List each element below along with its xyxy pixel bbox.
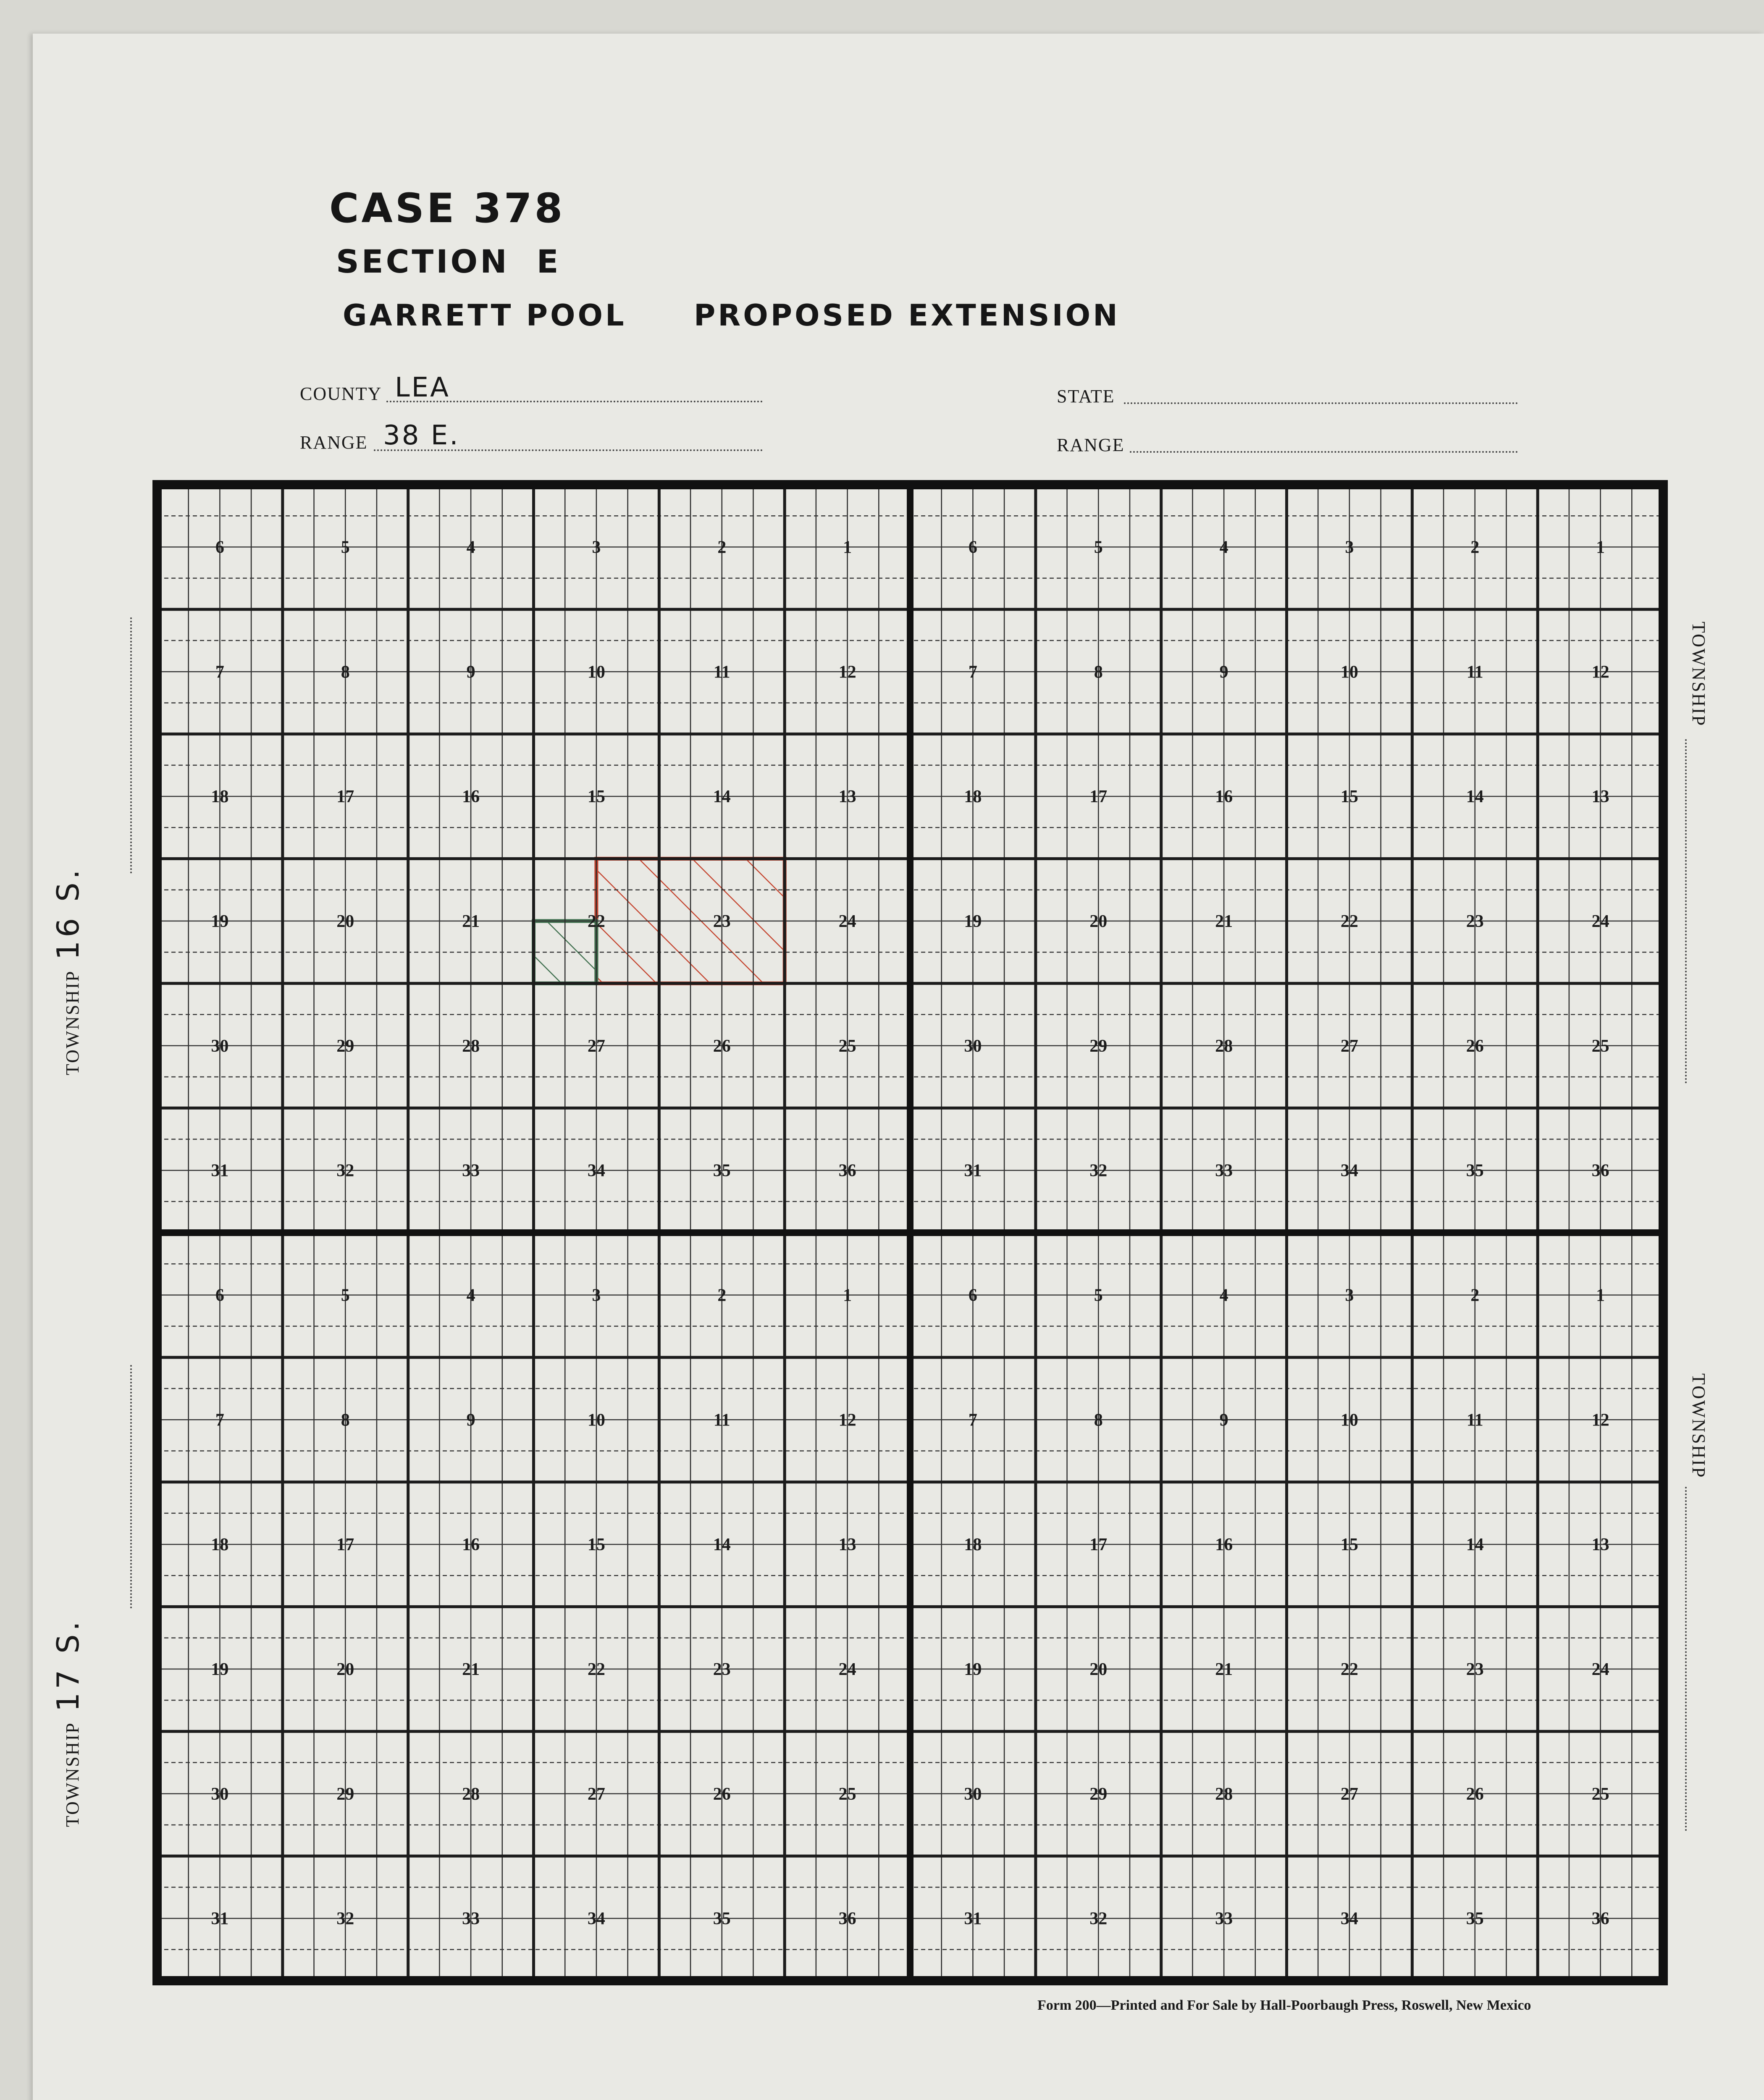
section-number: 36 — [1591, 1161, 1609, 1181]
section-number: 2 — [1470, 538, 1480, 557]
section-number: 20 — [336, 911, 354, 931]
section-number: 22 — [1340, 911, 1358, 931]
section-number: 35 — [713, 1161, 731, 1181]
township-value: 16 S. — [50, 866, 86, 960]
section-number: 27 — [1340, 1784, 1358, 1804]
section-number: 19 — [211, 911, 229, 931]
section-number: 26 — [1466, 1784, 1484, 1804]
section-number: 28 — [462, 1036, 480, 1056]
section-number: 25 — [1591, 1784, 1609, 1804]
township-label-right-bottom — [1688, 1373, 1709, 1479]
proposed-extension: PROPOSED EXTENSION — [694, 298, 1120, 333]
section-number: 7 — [215, 662, 224, 682]
section-number: 6 — [215, 538, 224, 557]
section-number: 33 — [462, 1909, 480, 1929]
section-number: 35 — [1466, 1909, 1484, 1929]
section-number: 19 — [964, 911, 982, 931]
section-number: 9 — [1219, 662, 1228, 682]
section-number: 5 — [341, 1286, 350, 1305]
section-number: 16 — [462, 1535, 480, 1555]
section-number: 11 — [713, 1410, 730, 1430]
section-number: 25 — [1591, 1036, 1609, 1056]
section-number: 22 — [587, 911, 605, 931]
section-number: 13 — [838, 787, 856, 807]
section-number: 2 — [717, 1286, 727, 1305]
township-value: 17 S. — [50, 1618, 86, 1712]
section-number: 20 — [1089, 1659, 1108, 1679]
section-number: 34 — [587, 1909, 605, 1929]
section-number: 11 — [1466, 1410, 1483, 1430]
section-number: 22 — [1340, 1659, 1358, 1679]
township-right-top-rule — [1685, 739, 1687, 1084]
range-line-right — [1130, 451, 1518, 453]
section-number: 22 — [587, 1659, 605, 1679]
section-number: 16 — [462, 787, 480, 807]
township-word: TOWNSHIP — [62, 1722, 83, 1827]
township-word: TOWNSHIP — [1688, 622, 1709, 727]
section-number: 5 — [1094, 1286, 1103, 1305]
section-number: 4 — [1219, 538, 1228, 557]
pool-name: GARRETT POOL — [343, 298, 627, 333]
section-number: 10 — [587, 1410, 605, 1430]
range-value-left: 38 E. — [383, 420, 460, 451]
township-word: TOWNSHIP — [62, 970, 83, 1075]
section-number: 30 — [211, 1036, 229, 1056]
section-number: 34 — [1340, 1161, 1358, 1181]
section-number: 3 — [592, 1286, 601, 1305]
state-label: STATE — [1057, 386, 1115, 407]
section-number: 4 — [1219, 1286, 1228, 1305]
section-number: 25 — [838, 1784, 856, 1804]
section-number: 19 — [964, 1659, 982, 1679]
section-number: 17 — [1089, 1535, 1108, 1555]
section-number: 30 — [964, 1036, 982, 1056]
section-number: 29 — [336, 1784, 354, 1804]
section-number: 14 — [713, 1535, 731, 1555]
range-label-left: RANGE — [300, 432, 368, 453]
section-number: 29 — [1089, 1784, 1108, 1804]
section-number: 28 — [1215, 1036, 1233, 1056]
section-number: 14 — [713, 787, 731, 807]
section-number: 13 — [1591, 787, 1609, 807]
section-number: 6 — [968, 538, 977, 557]
section-number: 17 — [336, 787, 354, 807]
county-label: COUNTY — [300, 383, 382, 404]
section-title: SECTION E — [336, 243, 561, 280]
section-number: 10 — [1340, 662, 1358, 682]
section-number: 7 — [968, 662, 977, 682]
section-number: 32 — [336, 1909, 354, 1929]
section-number: 20 — [336, 1659, 354, 1679]
section-number: 14 — [1466, 1535, 1484, 1555]
section-number: 33 — [462, 1161, 480, 1181]
section-number: 18 — [964, 1535, 982, 1555]
section-number: 15 — [1340, 787, 1358, 807]
section-number: 11 — [713, 662, 730, 682]
section-number: 25 — [838, 1036, 856, 1056]
section-number: 4 — [466, 538, 475, 557]
township-plat-grid — [151, 479, 1669, 1987]
section-number: 8 — [1094, 1410, 1103, 1430]
section-number: 29 — [1089, 1036, 1108, 1056]
section-number: 28 — [462, 1784, 480, 1804]
section-number: 2 — [1470, 1286, 1480, 1305]
section-number: 7 — [215, 1410, 224, 1430]
section-number: 12 — [1591, 662, 1609, 682]
township-16s-rule — [130, 617, 132, 874]
section-number: 7 — [968, 1410, 977, 1430]
section-number: 18 — [211, 1535, 229, 1555]
section-number: 27 — [587, 1784, 605, 1804]
section-number: 23 — [713, 1659, 731, 1679]
section-number: 30 — [964, 1784, 982, 1804]
section-number: 24 — [838, 911, 856, 931]
section-number: 24 — [1591, 1659, 1609, 1679]
section-number: 32 — [1089, 1909, 1108, 1929]
section-number: 27 — [1340, 1036, 1358, 1056]
section-number: 31 — [211, 1161, 229, 1181]
section-number: 30 — [211, 1784, 229, 1804]
section-number: 32 — [336, 1161, 354, 1181]
section-number: 12 — [1591, 1410, 1609, 1430]
section-number: 12 — [838, 1410, 856, 1430]
section-number: 15 — [587, 1535, 605, 1555]
section-number: 3 — [592, 538, 601, 557]
section-number: 19 — [211, 1659, 229, 1679]
section-number: 5 — [1094, 538, 1103, 557]
section-number: 35 — [1466, 1161, 1484, 1181]
section-number: 8 — [341, 662, 350, 682]
section-number: 6 — [215, 1286, 224, 1305]
section-number: 32 — [1089, 1161, 1108, 1181]
section-number: 18 — [211, 787, 229, 807]
section-number: 4 — [466, 1286, 475, 1305]
section-number: 24 — [838, 1659, 856, 1679]
section-number: 10 — [587, 662, 605, 682]
section-number: 10 — [1340, 1410, 1358, 1430]
section-number: 28 — [1215, 1784, 1233, 1804]
section-number: 13 — [838, 1535, 856, 1555]
section-number: 21 — [1215, 911, 1233, 931]
section-number: 3 — [1345, 538, 1354, 557]
section-number: 2 — [717, 538, 727, 557]
section-number: 5 — [341, 538, 350, 557]
section-number: 21 — [1215, 1659, 1233, 1679]
section-number: 33 — [1215, 1161, 1233, 1181]
case-title: CASE 378 — [329, 185, 565, 232]
state-line — [1124, 402, 1518, 404]
section-number: 20 — [1089, 911, 1108, 931]
section-number: 15 — [1340, 1535, 1358, 1555]
section-number: 1 — [843, 1286, 852, 1305]
section-number: 8 — [341, 1410, 350, 1430]
section-number: 3 — [1345, 1286, 1354, 1305]
section-number: 26 — [1466, 1036, 1484, 1056]
section-number: 1 — [1596, 538, 1605, 557]
section-number: 23 — [713, 911, 731, 931]
section-number: 33 — [1215, 1909, 1233, 1929]
section-number: 17 — [1089, 787, 1108, 807]
township-right-bottom-rule — [1685, 1487, 1687, 1831]
township-17s-rule — [130, 1365, 132, 1609]
section-number: 29 — [336, 1036, 354, 1056]
county-value: LEA — [395, 372, 450, 403]
section-number: 23 — [1466, 1659, 1484, 1679]
section-number: 21 — [462, 911, 480, 931]
section-number: 36 — [838, 1909, 856, 1929]
section-number: 17 — [336, 1535, 354, 1555]
section-number: 31 — [211, 1909, 229, 1929]
township-label-right-top — [1688, 622, 1709, 727]
section-number: 26 — [713, 1036, 731, 1056]
township-lines-layer — [157, 485, 1663, 1981]
section-number: 31 — [964, 1161, 982, 1181]
section-number: 1 — [1596, 1286, 1605, 1305]
section-number: 8 — [1094, 662, 1103, 682]
section-number: 6 — [968, 1286, 977, 1305]
section-number: 18 — [964, 787, 982, 807]
section-number: 9 — [1219, 1410, 1228, 1430]
section-number: 36 — [838, 1161, 856, 1181]
section-number: 34 — [1340, 1909, 1358, 1929]
section-number: 26 — [713, 1784, 731, 1804]
section-number: 21 — [462, 1659, 480, 1679]
section-number: 16 — [1215, 1535, 1233, 1555]
range-label-right: RANGE — [1057, 435, 1125, 455]
section-number: 31 — [964, 1909, 982, 1929]
township-label-16s — [50, 823, 97, 1075]
section-number: 9 — [466, 1410, 475, 1430]
section-number: 36 — [1591, 1909, 1609, 1929]
township-label-17s — [50, 1575, 97, 1827]
form-footer: Form 200—Printed and For Sale by Hall-Poorbaugh Press, Roswell, New Mexico — [1037, 1998, 1531, 2013]
section-number: 12 — [838, 662, 856, 682]
section-number: 13 — [1591, 1535, 1609, 1555]
section-number: 23 — [1466, 911, 1484, 931]
section-number: 15 — [587, 787, 605, 807]
section-number: 1 — [843, 538, 852, 557]
section-number: 24 — [1591, 911, 1609, 931]
section-number: 9 — [466, 662, 475, 682]
section-number: 11 — [1466, 662, 1483, 682]
section-number: 27 — [587, 1036, 605, 1056]
section-number: 14 — [1466, 787, 1484, 807]
section-number: 16 — [1215, 787, 1233, 807]
section-number: 34 — [587, 1161, 605, 1181]
township-word: TOWNSHIP — [1688, 1373, 1709, 1479]
section-number: 35 — [713, 1909, 731, 1929]
